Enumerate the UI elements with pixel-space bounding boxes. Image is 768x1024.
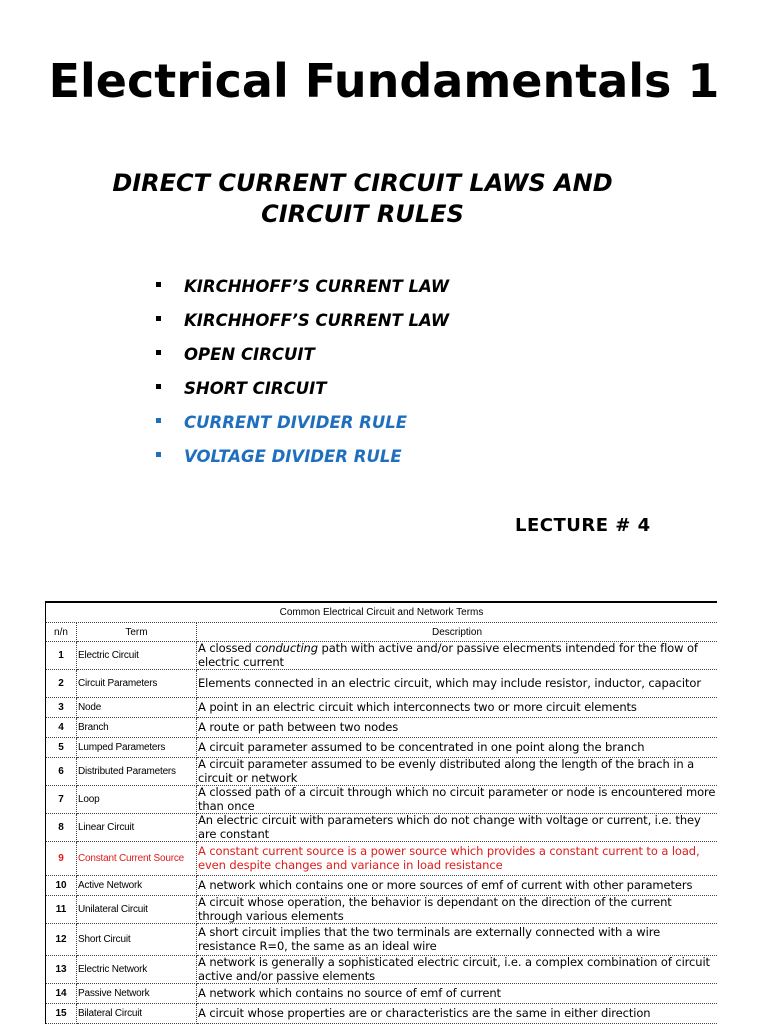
topic-item — [152, 272, 449, 306]
row-description: A clossed path of a circuit through which no circuit parameter or node is encountered more than once — [198, 785, 716, 813]
row-number: 15 — [46, 1004, 77, 1024]
row-description: A network which contains one or more sources of emf of current with other parameters — [197, 876, 718, 896]
row-term: Electric Circuit — [77, 642, 197, 670]
description-emphasis: conducting — [255, 641, 318, 655]
row-description: A network is generally a sophisticated electric circuit, i.e. a complex combination of circuit active and/or passive elements — [197, 956, 718, 984]
page-title: Electrical Fundamentals 1 — [48, 54, 720, 108]
table-row — [46, 876, 718, 896]
row-term: Bilateral Circuit — [77, 1004, 197, 1024]
row-number: 1 — [46, 642, 77, 670]
table-row — [46, 896, 718, 924]
row-number: 9 — [46, 842, 77, 876]
topic-item — [152, 340, 449, 374]
row-description: A circuit whose properties are or characteristics are the same in either direction — [197, 1004, 718, 1024]
table-row — [46, 642, 718, 670]
row-term: Active Network — [77, 876, 197, 896]
bullet-icon — [156, 418, 161, 423]
topic-item — [152, 408, 449, 442]
terms-table-container — [45, 601, 717, 1024]
table-row — [46, 956, 718, 984]
row-number: 5 — [46, 738, 77, 758]
table-row — [46, 842, 718, 876]
table-row — [46, 698, 718, 718]
description-text: A clossed — [198, 641, 256, 655]
row-term: Short Circuit — [77, 924, 197, 956]
topic-list — [152, 272, 449, 476]
row-term: Lumped Parameters — [77, 738, 197, 758]
row-term: Electric Network — [77, 956, 197, 984]
table-row — [46, 924, 718, 956]
topic-label: KIRCHHOFF’S CURRENT LAW — [184, 277, 450, 296]
topic-label: CURRENT DIVIDER RULE — [184, 413, 408, 432]
row-number: 13 — [46, 956, 77, 984]
bullet-icon — [156, 350, 161, 355]
topic-label: VOLTAGE DIVIDER RULE — [184, 447, 402, 466]
row-number: 12 — [46, 924, 77, 956]
table-row — [46, 718, 718, 738]
row-number: 14 — [46, 984, 77, 1004]
terms-table — [45, 601, 717, 1024]
table-row — [46, 814, 718, 842]
table-row — [46, 1004, 718, 1024]
row-number: 10 — [46, 876, 77, 896]
table-body — [46, 642, 718, 1024]
row-term: Unilateral Circuit — [77, 896, 197, 924]
topic-item — [152, 442, 449, 476]
column-header-description: Description — [197, 623, 718, 642]
bullet-icon — [156, 316, 161, 321]
row-term: Linear Circuit — [77, 814, 197, 842]
lecture-number: LECTURE # 4 — [515, 515, 651, 536]
row-description — [197, 642, 718, 670]
row-number: 4 — [46, 718, 77, 738]
row-term: Branch — [77, 718, 197, 738]
topic-item — [152, 306, 449, 340]
row-description: A circuit parameter assumed to be concentrated in one point along the branch — [197, 738, 718, 758]
table-row — [46, 670, 718, 698]
row-description: A circuit parameter assumed to be evenly distributed along the length of the brach in a circuit or network — [197, 758, 718, 786]
row-number: 6 — [46, 758, 77, 786]
row-number: 2 — [46, 670, 77, 698]
description-text: path with active and/or passive elecments intended for the flow of electric current — [198, 641, 698, 669]
row-term: Passive Network — [77, 984, 197, 1004]
table-header-row — [46, 623, 718, 642]
row-description: A circuit whose operation, the behavior is dependant on the direction of the current through various elements — [197, 896, 718, 924]
column-header-nn: n/n — [46, 623, 77, 642]
row-term: Constant Current Source — [77, 842, 197, 876]
page-subtitle: DIRECT CURRENT CIRCUIT LAWS AND CIRCUIT RULES — [112, 169, 613, 228]
row-term: Circuit Parameters — [77, 670, 197, 698]
row-number: 11 — [46, 896, 77, 924]
row-description: A route or path between two nodes — [197, 718, 718, 738]
row-description: A constant current source is a power source which provides a constant current to a load, even despite changes and variance in load resistance — [197, 842, 718, 876]
bullet-icon — [156, 282, 161, 287]
bullet-icon — [156, 452, 161, 457]
table-row — [46, 786, 718, 814]
row-number: 3 — [46, 698, 77, 718]
table-row — [46, 758, 718, 786]
topic-item — [152, 374, 449, 408]
table-row — [46, 738, 718, 758]
row-number: 7 — [46, 786, 77, 814]
row-number: 8 — [46, 814, 77, 842]
row-description: A network which contains no source of emf of current — [197, 984, 718, 1004]
row-description: An electric circuit with parameters which do not change with voltage or current, i.e. they are constant — [197, 814, 718, 842]
topic-label: OPEN CIRCUIT — [184, 345, 315, 364]
bullet-icon — [156, 384, 161, 389]
row-term: Loop — [77, 786, 197, 814]
row-term: Distributed Parameters — [77, 758, 197, 786]
column-header-term: Term — [77, 623, 197, 642]
row-description: A point in an electric circuit which interconnects two or more circuit elements — [197, 698, 718, 718]
topic-label: SHORT CIRCUIT — [184, 379, 327, 398]
row-description: Elements connected in an electric circuit, which may include resistor, inductor, capacitor — [197, 670, 718, 698]
row-description: A short circuit implies that the two terminals are externally connected with a wire resistance R=0, the same as an ideal wire — [197, 924, 718, 956]
table-caption: Common Electrical Circuit and Network Terms — [46, 602, 718, 623]
table-row — [46, 984, 718, 1004]
row-term: Node — [77, 698, 197, 718]
topic-label: KIRCHHOFF’S CURRENT LAW — [184, 311, 450, 330]
